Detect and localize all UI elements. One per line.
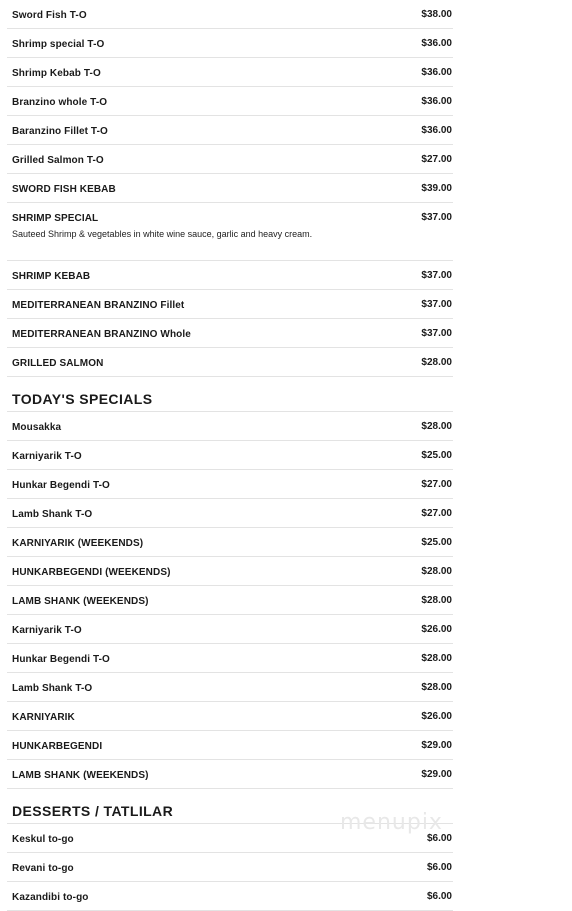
menu-item-name: SHRIMP KEBAB [12, 271, 91, 282]
menu-item-row [7, 412, 453, 441]
menu-item-price: $28.00 [421, 682, 452, 693]
menu-item-row [7, 58, 453, 87]
menu-item-price: $26.00 [421, 624, 452, 635]
menu-item-name: Sword Fish T-O [12, 10, 87, 21]
menu-item-row [7, 528, 453, 557]
menu-item-name: KARNIYARIK [12, 712, 75, 723]
menu-item-name: Grilled Salmon T-O [12, 155, 104, 166]
menu-item-name: SWORD FISH KEBAB [12, 184, 116, 195]
menu-item-name: GRILLED SALMON [12, 358, 104, 369]
menu-item-price: $29.00 [421, 740, 452, 751]
menu-item-row [7, 174, 453, 203]
menu-item-price: $25.00 [421, 450, 452, 461]
menu-item-row [7, 615, 453, 644]
menu-item-row [7, 702, 453, 731]
menu-item-price: $37.00 [421, 299, 452, 310]
menu-item-name: Branzino whole T-O [12, 97, 108, 108]
menu-item-row [7, 87, 453, 116]
menu-item-name: HUNKARBEGENDI (WEEKENDS) [12, 567, 171, 578]
specials-items [7, 412, 453, 789]
menu-item-price: $39.00 [421, 183, 452, 194]
menu-item-row [7, 441, 453, 470]
menu-item-row [7, 731, 453, 760]
menu-item-price: $27.00 [421, 154, 452, 165]
menu-item-row [7, 145, 453, 174]
menu-item-row [7, 760, 453, 789]
menu-item-row [7, 348, 453, 377]
menu-item-name: Hunkar Begendi T-O [12, 654, 110, 665]
menu-item-row [7, 203, 453, 261]
section-title: TODAY'S SPECIALS [12, 391, 153, 407]
menu-item-price: $38.00 [421, 9, 452, 20]
menu-item-name: MEDITERRANEAN BRANZINO Whole [12, 329, 191, 340]
menu-item-name: LAMB SHANK (WEEKENDS) [12, 770, 149, 781]
menu-item-name: SHRIMP SPECIAL [12, 213, 99, 224]
menu-item-price: $28.00 [421, 357, 452, 368]
menu-item-price: $27.00 [421, 508, 452, 519]
menu-item-price: $29.00 [421, 769, 452, 780]
menu-item-price: $6.00 [426, 891, 452, 902]
menu-item-row [7, 319, 453, 348]
menu-item-name: Lamb Shank T-O [12, 509, 93, 520]
menu-item-price: $36.00 [421, 96, 452, 107]
menu-item-price: $36.00 [421, 125, 452, 136]
menu-item-name: Baranzino Fillet T-O [12, 126, 108, 137]
menu-item-name: Mousakka [12, 422, 62, 433]
menu-item-price: $37.00 [421, 328, 452, 339]
menu-item-name: Karniyarik T-O [12, 625, 82, 636]
menu-item-price: $36.00 [421, 38, 452, 49]
menu-item-row [7, 261, 453, 290]
section-title: DESSERTS / TATLILAR [12, 803, 174, 819]
menu-item-row [7, 499, 453, 528]
seafood-items [7, 0, 453, 377]
menu-item-row [7, 470, 453, 499]
menu-item-row [7, 290, 453, 319]
menu-item-row [7, 557, 453, 586]
menu-item-price: $28.00 [421, 595, 452, 606]
watermark-logo: menupix [340, 810, 443, 835]
menu-item-price: $28.00 [421, 653, 452, 664]
menu-item-name: KARNIYARIK (WEEKENDS) [12, 538, 144, 549]
menu-item-name: LAMB SHANK (WEEKENDS) [12, 596, 149, 607]
menu-item-name: Keskul to-go [12, 834, 74, 845]
menu-list [7, 0, 453, 911]
menu-item-price: $36.00 [421, 67, 452, 78]
menu-item-price: $6.00 [426, 833, 452, 844]
menu-item-name: Shrimp special T-O [12, 39, 105, 50]
menu-item-row [7, 0, 453, 29]
menu-item-price: $25.00 [421, 537, 452, 548]
menu-item-price: $27.00 [421, 479, 452, 490]
menu-item-row [7, 116, 453, 145]
menu-item-name: Hunkar Begendi T-O [12, 480, 110, 491]
menu-item-row [7, 586, 453, 615]
menu-item-name: HUNKARBEGENDI [12, 741, 103, 752]
menu-item-name: MEDITERRANEAN BRANZINO Fillet [12, 300, 185, 311]
menu-item-description: Sauteed Shrimp & vegetables in white wine sauce, garlic and heavy cream. [12, 229, 313, 239]
menu-item-row [7, 29, 453, 58]
menu-item-name: Revani to-go [12, 863, 74, 874]
menu-item-price: $26.00 [421, 711, 452, 722]
menu-item-name: Lamb Shank T-O [12, 683, 93, 694]
menu-item-price: $37.00 [421, 270, 452, 281]
menu-item-name: Shrimp Kebab T-O [12, 68, 101, 79]
section-header-specials [7, 377, 453, 412]
menu-item-price: $28.00 [421, 566, 452, 577]
menu-item-price: $28.00 [421, 421, 452, 432]
menu-item-row [7, 644, 453, 673]
menu-item-price: $6.00 [426, 862, 452, 873]
menu-item-price: $37.00 [421, 212, 452, 223]
menu-item-name: Kazandibi to-go [12, 892, 89, 903]
dessert-items [7, 824, 453, 911]
menu-item-row [7, 853, 453, 882]
menu-item-row [7, 673, 453, 702]
menu-item-name: Karniyarik T-O [12, 451, 82, 462]
